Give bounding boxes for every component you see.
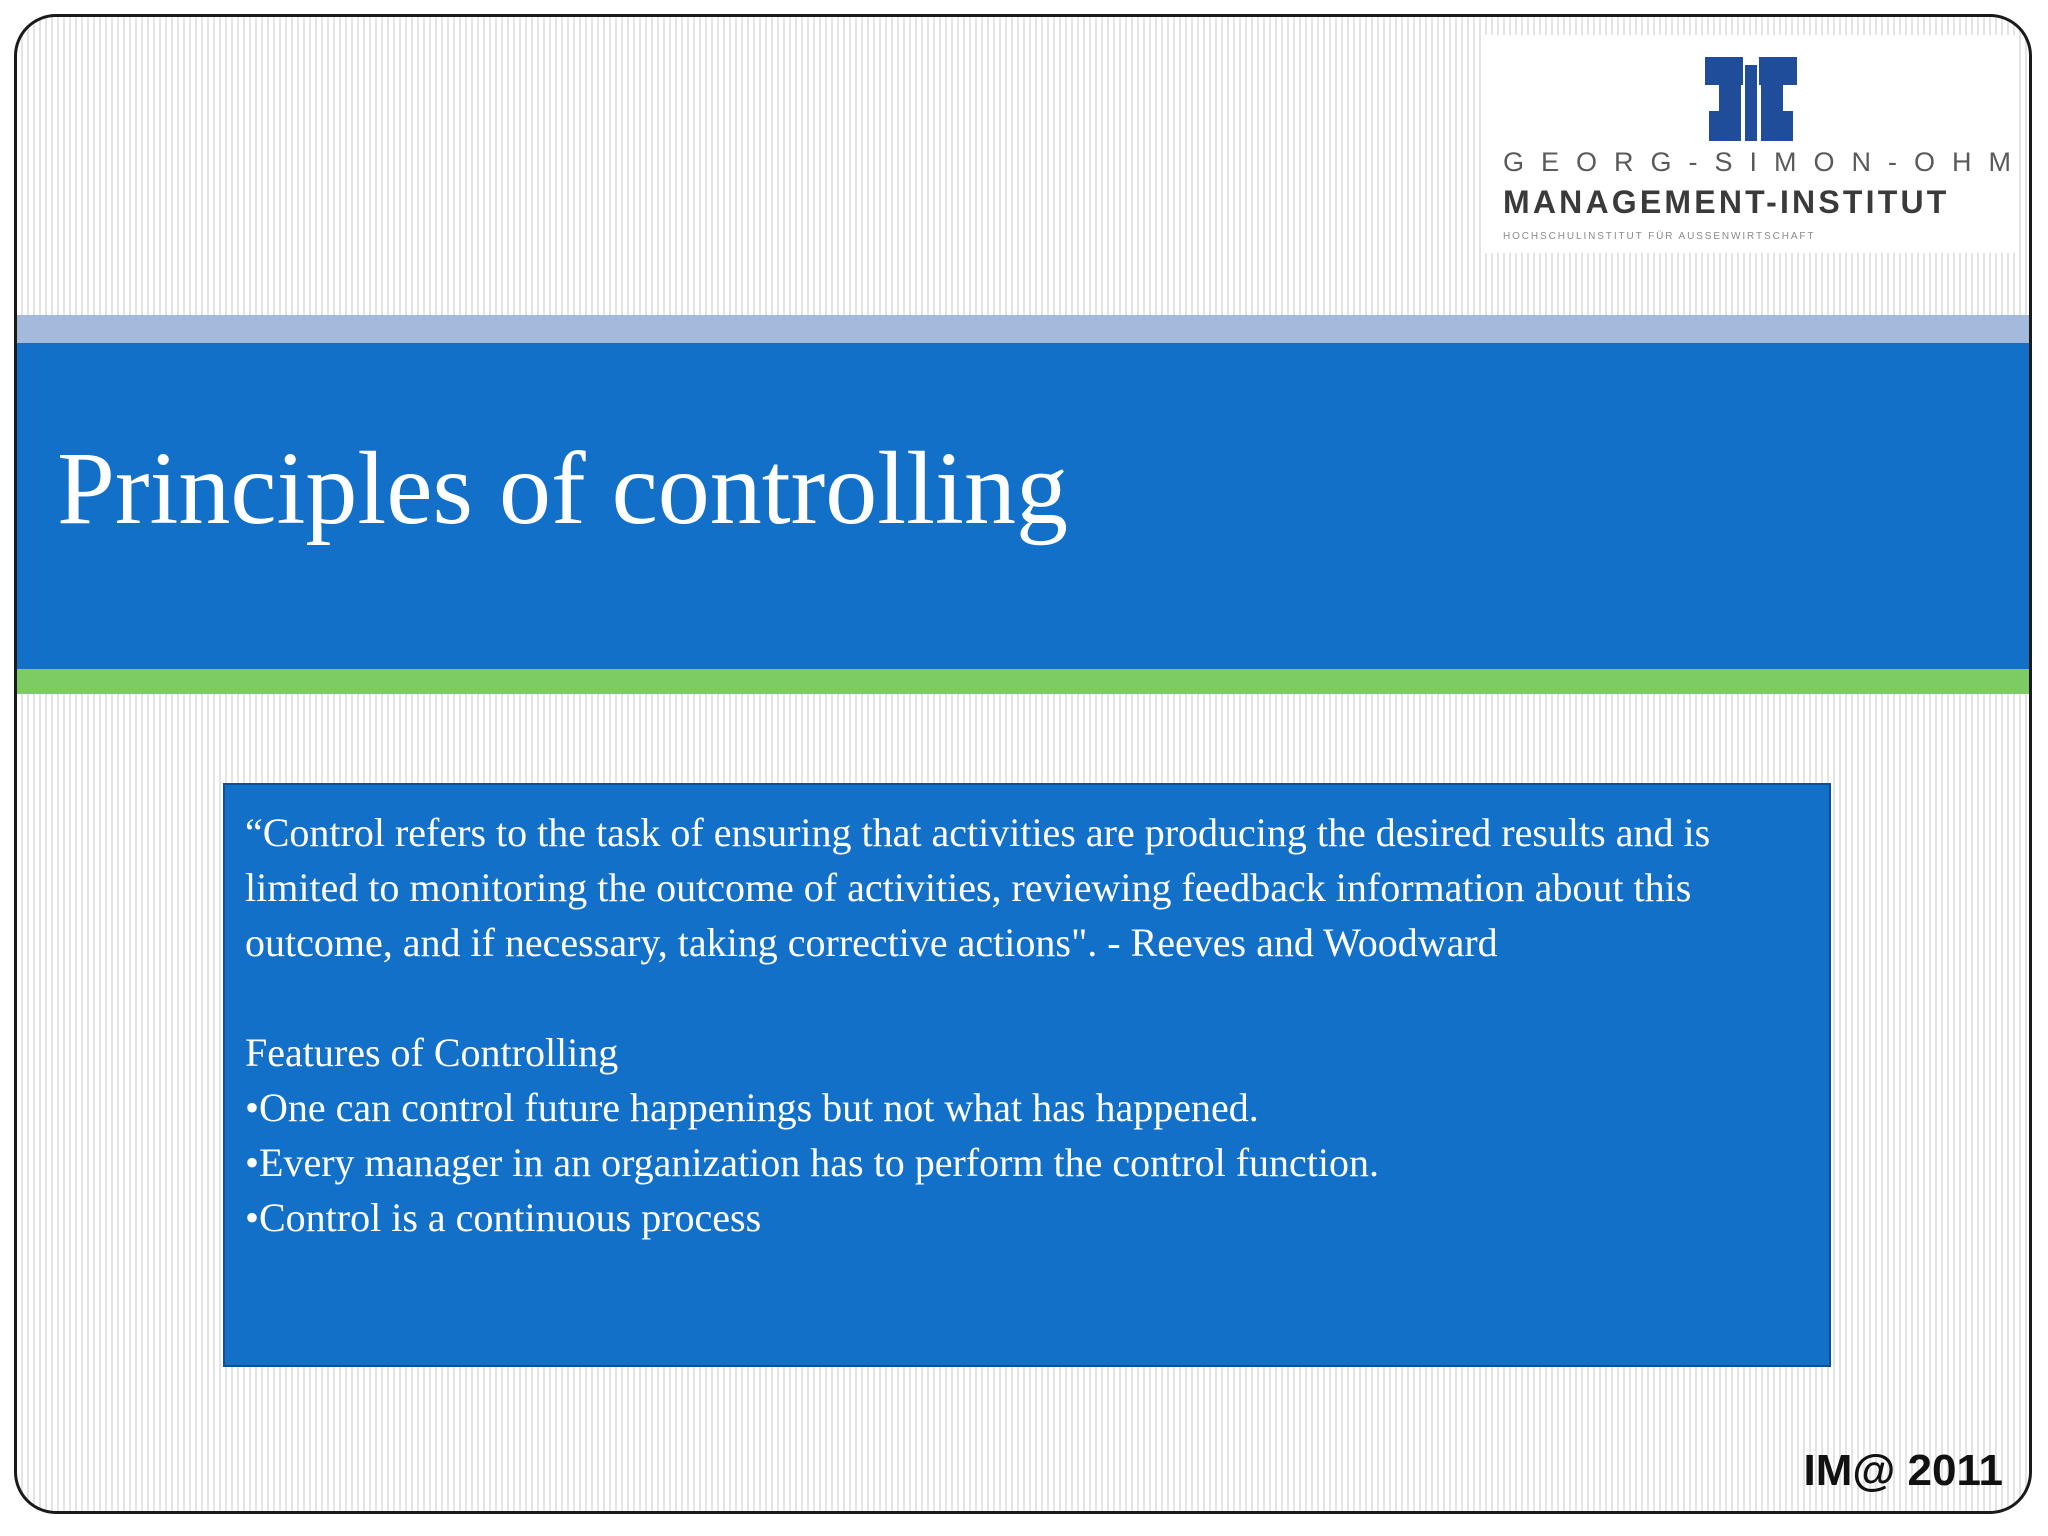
footer-copyright: IM@ 2011 — [1803, 1446, 2003, 1495]
institute-logo — [1483, 35, 2028, 253]
logo-line-tagline: HOCHSCHULINSTITUT FÜR AUSSENWIRTSCHAFT — [1503, 231, 1816, 242]
slide-title: Principles of controlling — [57, 431, 1068, 546]
institute-emblem-icon — [1705, 57, 1797, 141]
content-box — [223, 783, 1831, 1367]
logo-line-management-institut: MANAGEMENT-INSTITUT — [1503, 184, 1950, 220]
paragraph-gap — [245, 970, 1811, 1025]
feature-item: •Every manager in an organization has to perform the control function. — [245, 1140, 1380, 1185]
features-heading: Features of Controlling — [245, 1030, 619, 1075]
logo-line-georg-simon-ohm: GEORG-SIMON-OHM — [1503, 147, 2028, 177]
feature-item: •One can control future happenings but not what has happened. — [245, 1085, 1259, 1130]
feature-item: •Control is a continuous process — [245, 1195, 762, 1240]
title-bottom-accent-band — [17, 669, 2029, 694]
title-top-accent-band — [17, 315, 2029, 343]
slide — [14, 14, 2032, 1514]
quote-text: “Control refers to the task of ensuring that activities are producing the desired results and is limited to monitoring the outcome of activities, reviewing feedback information about this outcome, and if necessary, taking corrective actions". - Reeves and Woodward — [245, 810, 1711, 965]
